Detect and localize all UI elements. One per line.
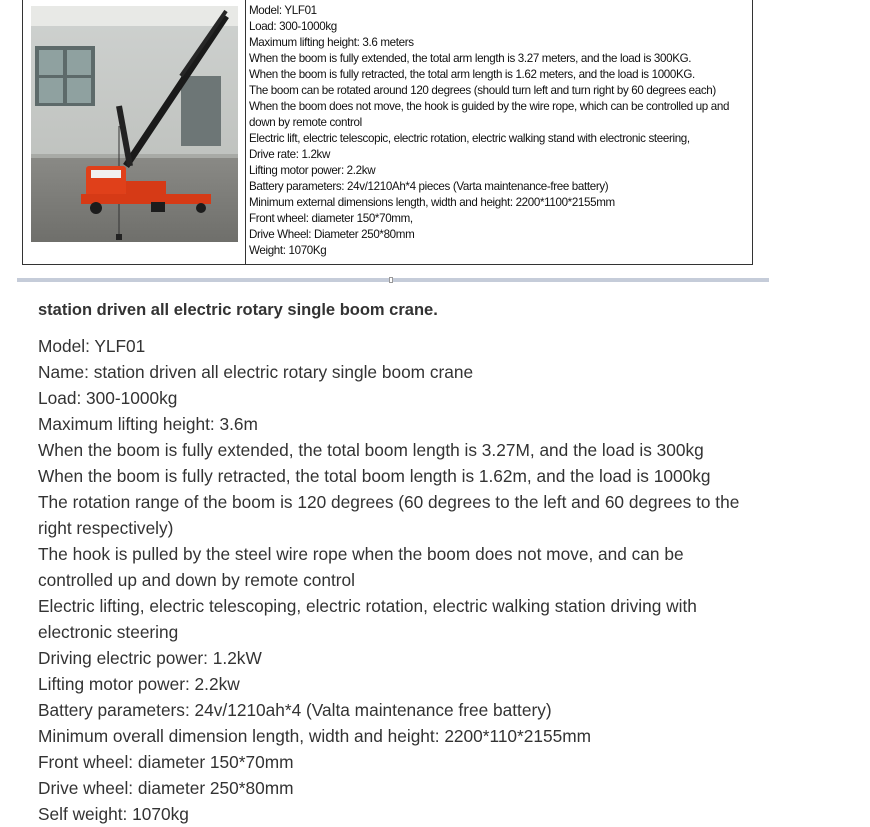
spec-line: Lifting motor power: 2.2kw	[249, 164, 376, 177]
description-line: Lifting motor power: 2.2kw	[38, 674, 240, 694]
section-divider	[17, 278, 769, 282]
spec-line: Drive rate: 1.2kw	[249, 148, 331, 161]
description-line: The rotation range of the boom is 120 degrees (60 degrees to the left and 60 degrees to the right respectively)	[38, 492, 740, 538]
spec-line: Weight: 1070Kg	[249, 244, 327, 257]
spec-line: Model: YLF01	[249, 4, 317, 17]
description-line: Driving electric power: 1.2kW	[38, 648, 262, 668]
spec-line: When the boom is fully extended, the total arm length is 3.27 meters, and the load is 300KG.	[249, 52, 692, 65]
spec-table	[22, 0, 753, 265]
photo-cell	[23, 0, 246, 264]
description-line: Name: station driven all electric rotary single boom crane	[38, 362, 474, 382]
description-body	[38, 333, 758, 827]
description-line: Front wheel: diameter 150*70mm	[38, 752, 294, 772]
description-line: When the boom is fully retracted, the total boom length is 1.62m, and the load is 1000kg	[38, 466, 711, 486]
crane-photo	[31, 6, 238, 242]
spec-line: The boom can be rotated around 120 degrees (should turn left and turn right by 60 degrees each)	[249, 84, 716, 97]
description-line: Battery parameters: 24v/1210ah*4 (Valta maintenance free battery)	[38, 700, 552, 720]
description-line: Electric lifting, electric telescoping, electric rotation, electric walking station driving with electronic steering	[38, 596, 697, 642]
spec-line: When the boom does not move, the hook is guided by the wire rope, which can be controlled up and down by remote control	[249, 100, 730, 129]
description-line: Load: 300-1000kg	[38, 388, 178, 408]
description-line: Self weight: 1070kg	[38, 804, 189, 824]
description-line: Maximum lifting height: 3.6m	[38, 414, 258, 434]
spec-line: Minimum external dimensions length, width and height: 2200*1100*2155mm	[249, 196, 615, 209]
description-line: The hook is pulled by the steel wire rope when the boom does not move, and can be controlled up and down by remote control	[38, 544, 684, 590]
resize-handle[interactable]	[389, 277, 393, 283]
spec-line: When the boom is fully retracted, the total arm length is 1.62 meters, and the load is 1000KG.	[249, 68, 695, 81]
spec-lines	[249, 3, 749, 259]
spec-line: Battery parameters: 24v/1210Ah*4 pieces (Varta maintenance-free battery)	[249, 180, 609, 193]
spec-line: Drive Wheel: Diameter 250*80mm	[249, 228, 415, 241]
description-line: Drive wheel: diameter 250*80mm	[38, 778, 294, 798]
spec-line: Electric lift, electric telescopic, electric rotation, electric walking stand with electronic steering,	[249, 132, 690, 145]
description-line: Model: YLF01	[38, 336, 146, 356]
description-line: When the boom is fully extended, the total boom length is 3.27M, and the load is 300kg	[38, 440, 704, 460]
description-heading: station driven all electric rotary single boom crane.	[38, 301, 438, 319]
spec-line: Load: 300-1000kg	[249, 20, 337, 33]
description-line: Minimum overall dimension length, width and height: 2200*110*2155mm	[38, 726, 591, 746]
spec-line: Front wheel: diameter 150*70mm,	[249, 212, 413, 225]
spec-line: Maximum lifting height: 3.6 meters	[249, 36, 414, 49]
